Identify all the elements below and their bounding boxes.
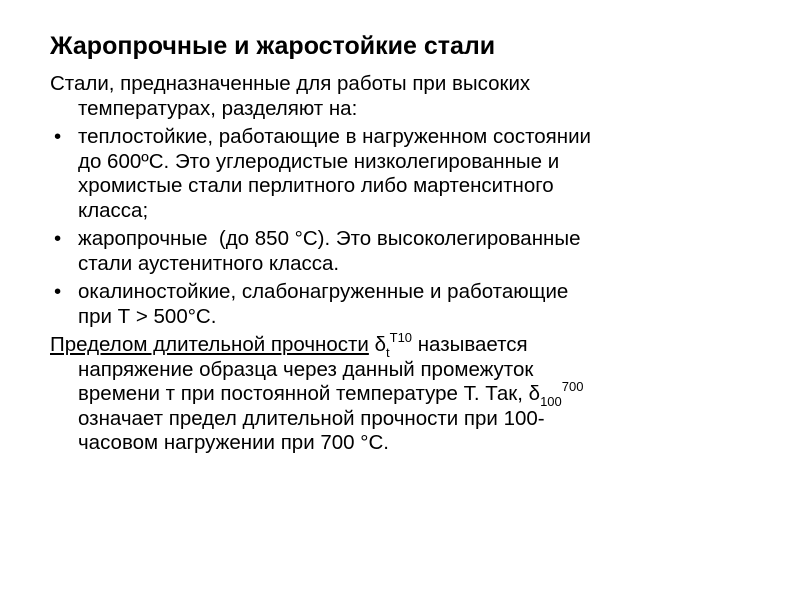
definition-after-symbol: называется (412, 333, 528, 356)
list-item (50, 125, 770, 223)
bullet-1-line-4: класса; (78, 198, 149, 222)
definition-term: Пределом длительной прочности (50, 333, 369, 356)
bullet-icon: • (54, 125, 62, 148)
definition-line-5: часовом нагружении при 700 °С. (78, 431, 389, 454)
definition-line-3-text: времени т при постоянной температуре Т. Так, δ (78, 382, 541, 405)
intro-line-2: температурах, разделяют на: (78, 96, 358, 120)
slide-title: Жаропрочные и жаростойкие стали (50, 32, 496, 60)
delta-700-superscript: 700 (561, 379, 584, 394)
bullet-2-line-2: стали аустенитного класса. (78, 251, 340, 275)
bullet-1-line-3: хромистые стали перлитного либо мартенситного (78, 174, 554, 197)
bullet-icon: • (54, 227, 62, 250)
list-item (50, 227, 770, 276)
intro-line-1: Стали, предназначенные для работы при высоких (50, 72, 531, 95)
definition-line-4: означает предел длительной прочности при 100- (78, 406, 545, 430)
delta-100-subscript: 100 (540, 394, 562, 409)
bullet-1-line-2: до 600ºС. Это углеродистые низколегированные и (78, 149, 560, 173)
definition-paragraph (50, 330, 770, 456)
bullet-3-line-2: при Т > 500°С. (78, 304, 217, 328)
intro-paragraph (50, 72, 770, 121)
delta-symbol: δ (374, 333, 386, 356)
bullet-list (50, 125, 770, 329)
bullet-1-line-1: теплостойкие, работающие в нагруженном состоянии (78, 125, 591, 148)
delta-superscript: T10 (389, 330, 413, 345)
definition-line-2: напряжение образца через данный промежуток (78, 357, 534, 381)
bullet-icon: • (54, 280, 62, 303)
bullet-3-line-1: окалиностойкие, слабонагруженные и работающие (78, 280, 569, 303)
slide-body (50, 72, 770, 456)
delta-subscript: t (386, 345, 390, 360)
bullet-2-line-1: жаропрочные (до 850 °С). Это высоколегированные (78, 227, 581, 250)
list-item (50, 280, 770, 329)
definition-line-3 (50, 379, 770, 409)
